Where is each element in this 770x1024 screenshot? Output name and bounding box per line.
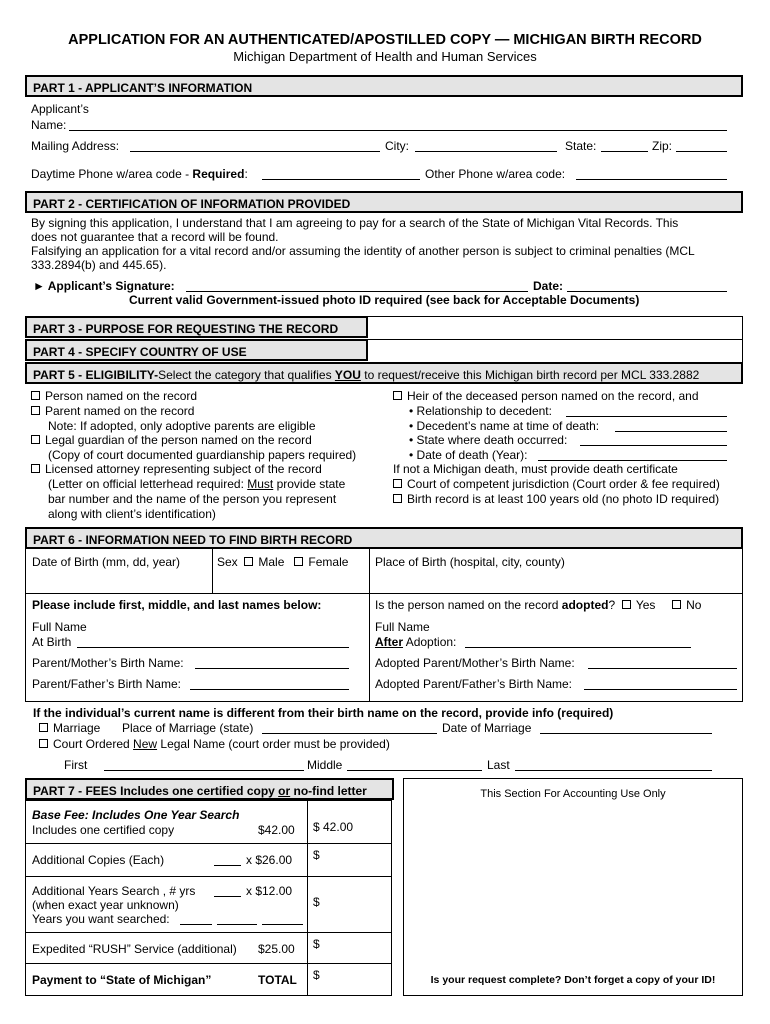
signature-label: ► Applicant’s Signature: bbox=[33, 279, 175, 293]
part1-header: PART 1 - APPLICANT’S INFORMATION bbox=[25, 75, 743, 97]
eligibility-guardian[interactable]: Legal guardian of the person named on the record bbox=[31, 433, 312, 447]
adopted-father-label: Adopted Parent/Father’s Birth Name: bbox=[375, 677, 572, 691]
father-birth-name-label: Parent/Father’s Birth Name: bbox=[32, 677, 181, 691]
years-searched-field-3[interactable] bbox=[262, 913, 303, 925]
eligibility-parent[interactable]: Parent named on the record bbox=[31, 404, 194, 418]
signature-date-label: Date: bbox=[533, 279, 564, 293]
additional-years-price: x $12.00 bbox=[246, 884, 293, 898]
last-name-field[interactable] bbox=[515, 759, 712, 771]
mailing-address-label: Mailing Address: bbox=[31, 139, 120, 153]
accounting-section bbox=[403, 778, 743, 996]
total-label: TOTAL bbox=[258, 973, 297, 987]
years-searched-label: Years you want searched: bbox=[32, 912, 170, 926]
heir-relationship-field[interactable] bbox=[566, 405, 727, 417]
payment-label: Payment to “State of Michigan” bbox=[32, 973, 212, 987]
additional-years-note: (when exact year unknown) bbox=[32, 898, 179, 912]
first-name-label: First bbox=[64, 758, 88, 772]
full-name-after-adoption-field[interactable] bbox=[465, 636, 691, 648]
checkbox[interactable] bbox=[39, 739, 48, 748]
rush-service-price: $25.00 bbox=[258, 942, 295, 956]
accounting-label: This Section For Accounting Use Only bbox=[480, 788, 666, 800]
mother-birth-name-label: Parent/Mother’s Birth Name: bbox=[32, 656, 184, 670]
base-fee-label: Base Fee: Includes One Year Search bbox=[32, 808, 240, 822]
eligibility-parent-note: Note: If adopted, only adoptive parents are eligible bbox=[48, 419, 316, 433]
full-name-label: Full Name bbox=[32, 620, 87, 634]
heir-decedent-name-label: • Decedent’s name at time of death: bbox=[409, 419, 600, 433]
base-fee-price: $42.00 bbox=[258, 823, 295, 837]
purpose-field[interactable] bbox=[367, 316, 743, 340]
court-ordered-option[interactable]: Court Ordered New Legal Name (court order must be provided) bbox=[39, 737, 390, 751]
additional-years-label: Additional Years Search , # yrs bbox=[32, 884, 196, 898]
city-field[interactable] bbox=[415, 140, 557, 152]
female-checkbox[interactable] bbox=[294, 557, 303, 566]
photo-id-note: Current valid Government-issued photo ID required (see back for Acceptable Documents) bbox=[129, 293, 640, 307]
other-phone-label: Other Phone w/area code: bbox=[425, 167, 566, 181]
adopted-yes-checkbox[interactable] bbox=[622, 600, 631, 609]
part2-header: PART 2 - CERTIFICATION OF INFORMATION PROVIDED bbox=[25, 191, 743, 213]
divider bbox=[25, 876, 392, 877]
after-adoption-label: After Adoption: bbox=[375, 635, 457, 649]
page-subtitle: Michigan Department of Health and Human Services bbox=[233, 49, 537, 64]
checkbox[interactable] bbox=[393, 479, 402, 488]
part7-header: PART 7 - FEES Includes one certified copy or no-find letter bbox=[25, 778, 394, 800]
part6-header: PART 6 - INFORMATION NEED TO FIND BIRTH RECORD bbox=[25, 527, 743, 549]
mother-birth-name-field[interactable] bbox=[195, 657, 349, 669]
daytime-phone-field[interactable] bbox=[262, 168, 420, 180]
certification-text-4: 333.2894(b) and 445.65). bbox=[31, 258, 167, 272]
mailing-address-field[interactable] bbox=[130, 140, 380, 152]
eligibility-person[interactable]: Person named on the record bbox=[31, 389, 197, 403]
part5-header: PART 5 - ELIGIBILITY-Select the category that qualifies YOU to request/receive this Michigan birth record per MCL 333.2882 bbox=[25, 362, 743, 384]
additional-copies-qty-field[interactable] bbox=[214, 854, 241, 866]
heir-decedent-name-field[interactable] bbox=[615, 420, 727, 432]
state-field[interactable] bbox=[601, 140, 648, 152]
place-of-marriage-label: Place of Marriage (state) bbox=[122, 721, 254, 735]
adopted-no-checkbox[interactable] bbox=[672, 600, 681, 609]
eligibility-attorney-note-1: (Letter on official letterhead required: Must provide state bbox=[48, 477, 346, 491]
names-note: Please include first, middle, and last names below: bbox=[32, 598, 322, 612]
middle-name-field[interactable] bbox=[347, 759, 482, 771]
adopted-mother-field[interactable] bbox=[588, 657, 737, 669]
checkbox[interactable] bbox=[31, 391, 40, 400]
certification-text-2: does not guarantee that a record will be found. bbox=[31, 230, 279, 244]
base-fee-amount: $ 42.00 bbox=[313, 820, 354, 834]
heir-relationship-label: • Relationship to decedent: bbox=[409, 404, 552, 418]
state-label: State: bbox=[565, 139, 597, 153]
sex-field[interactable]: Sex Male Female bbox=[217, 555, 349, 569]
applicant-name-field[interactable] bbox=[69, 119, 727, 131]
years-searched-field-1[interactable] bbox=[180, 913, 212, 925]
checkbox[interactable] bbox=[39, 723, 48, 732]
checkbox[interactable] bbox=[31, 406, 40, 415]
base-fee-sub: Includes one certified copy bbox=[32, 823, 175, 837]
male-checkbox[interactable] bbox=[244, 557, 253, 566]
heir-death-year-label: • Date of death (Year): bbox=[409, 448, 528, 462]
date-of-marriage-label: Date of Marriage bbox=[442, 721, 532, 735]
divider bbox=[212, 548, 213, 594]
additional-years-amount[interactable]: $ bbox=[313, 895, 320, 909]
total-amount[interactable]: $ bbox=[313, 968, 320, 982]
certification-text-3: Falsifying an application for a vital record and/or assuming the identity of another person is subject to criminal penalties (MCL bbox=[31, 244, 695, 258]
checkbox[interactable] bbox=[31, 464, 40, 473]
eligibility-guardian-note: (Copy of court documented guardianship papers required) bbox=[48, 448, 357, 462]
certification-text-1: By signing this application, I understand that I am agreeing to pay for a search of the State of Michigan Vital Records. This bbox=[31, 216, 679, 230]
full-name-at-birth-field[interactable] bbox=[77, 636, 349, 648]
divider bbox=[369, 593, 370, 702]
applicant-name-label-2: Name: bbox=[31, 118, 67, 132]
rush-service-amount[interactable]: $ bbox=[313, 937, 320, 951]
daytime-phone-label: Daytime Phone w/area code - Required: bbox=[31, 167, 248, 181]
middle-name-label: Middle bbox=[307, 758, 343, 772]
eligibility-100-years[interactable]: Birth record is at least 100 years old (no photo ID required) bbox=[393, 492, 719, 506]
heir-death-year-field[interactable] bbox=[538, 449, 727, 461]
additional-copies-label: Additional Copies (Each) bbox=[32, 853, 165, 867]
place-of-marriage-field[interactable] bbox=[262, 722, 437, 734]
last-name-label: Last bbox=[487, 758, 510, 772]
reminder-note: Is your request complete? Don’t forget a copy of your ID! bbox=[430, 974, 716, 986]
applicant-name-label-1: Applicant’s bbox=[31, 102, 89, 116]
part3-header: PART 3 - PURPOSE FOR REQUESTING THE RECORD bbox=[25, 316, 368, 338]
eligibility-attorney-note-3: along with client’s identification) bbox=[48, 507, 216, 521]
date-of-birth-label: Date of Birth (mm, dd, year) bbox=[32, 555, 181, 569]
place-of-birth-label: Place of Birth (hospital, city, county) bbox=[375, 555, 565, 569]
years-searched-field-2[interactable] bbox=[217, 913, 257, 925]
zip-label: Zip: bbox=[652, 139, 673, 153]
signature-date-field[interactable] bbox=[567, 280, 727, 292]
divider bbox=[369, 548, 370, 594]
adopted-father-field[interactable] bbox=[584, 678, 737, 690]
date-of-marriage-field[interactable] bbox=[540, 722, 712, 734]
additional-copies-amount[interactable]: $ bbox=[313, 848, 320, 862]
additional-copies-price: x $26.00 bbox=[246, 853, 293, 867]
divider bbox=[25, 843, 392, 844]
signature-field[interactable] bbox=[186, 280, 528, 292]
page-title: APPLICATION FOR AN AUTHENTICATED/APOSTILLED COPY — MICHIGAN BIRTH RECORD bbox=[68, 32, 702, 48]
eligibility-court[interactable]: Court of competent jurisdiction (Court order & fee required) bbox=[393, 477, 720, 491]
adopted-question: Is the person named on the record adopted? Yes No bbox=[375, 598, 702, 612]
zip-field[interactable] bbox=[676, 140, 727, 152]
checkbox[interactable] bbox=[393, 494, 402, 503]
heir-death-state-label: • State where death occurred: bbox=[409, 433, 568, 447]
part4-header: PART 4 - SPECIFY COUNTRY OF USE bbox=[25, 339, 368, 361]
checkbox[interactable] bbox=[31, 435, 40, 444]
rush-service-label: Expedited “RUSH” Service (additional) bbox=[32, 942, 237, 956]
full-name-after-label: Full Name bbox=[375, 620, 430, 634]
adopted-mother-label: Adopted Parent/Mother’s Birth Name: bbox=[375, 656, 575, 670]
at-birth-label: At Birth bbox=[32, 635, 72, 649]
eligibility-attorney-note-2: bar number and the name of the person you represent bbox=[48, 492, 337, 506]
country-field[interactable] bbox=[367, 340, 743, 363]
heir-death-certificate-note: If not a Michigan death, must provide death certificate bbox=[393, 462, 678, 476]
city-label: City: bbox=[385, 139, 409, 153]
divider bbox=[307, 800, 308, 996]
first-name-field[interactable] bbox=[104, 759, 304, 771]
additional-years-qty-field[interactable] bbox=[214, 885, 241, 897]
other-phone-field[interactable] bbox=[576, 168, 727, 180]
eligibility-heir[interactable]: Heir of the deceased person named on the record, and bbox=[393, 389, 699, 403]
current-name-note: If the individual’s current name is different from their birth name on the record, provide info (required) bbox=[33, 706, 614, 720]
divider bbox=[25, 963, 392, 964]
marriage-option[interactable]: Marriage bbox=[39, 721, 100, 735]
divider bbox=[25, 932, 392, 933]
checkbox[interactable] bbox=[393, 391, 402, 400]
eligibility-attorney[interactable]: Licensed attorney representing subject of the record bbox=[31, 462, 322, 476]
father-birth-name-field[interactable] bbox=[190, 678, 349, 690]
heir-death-state-field[interactable] bbox=[580, 434, 727, 446]
